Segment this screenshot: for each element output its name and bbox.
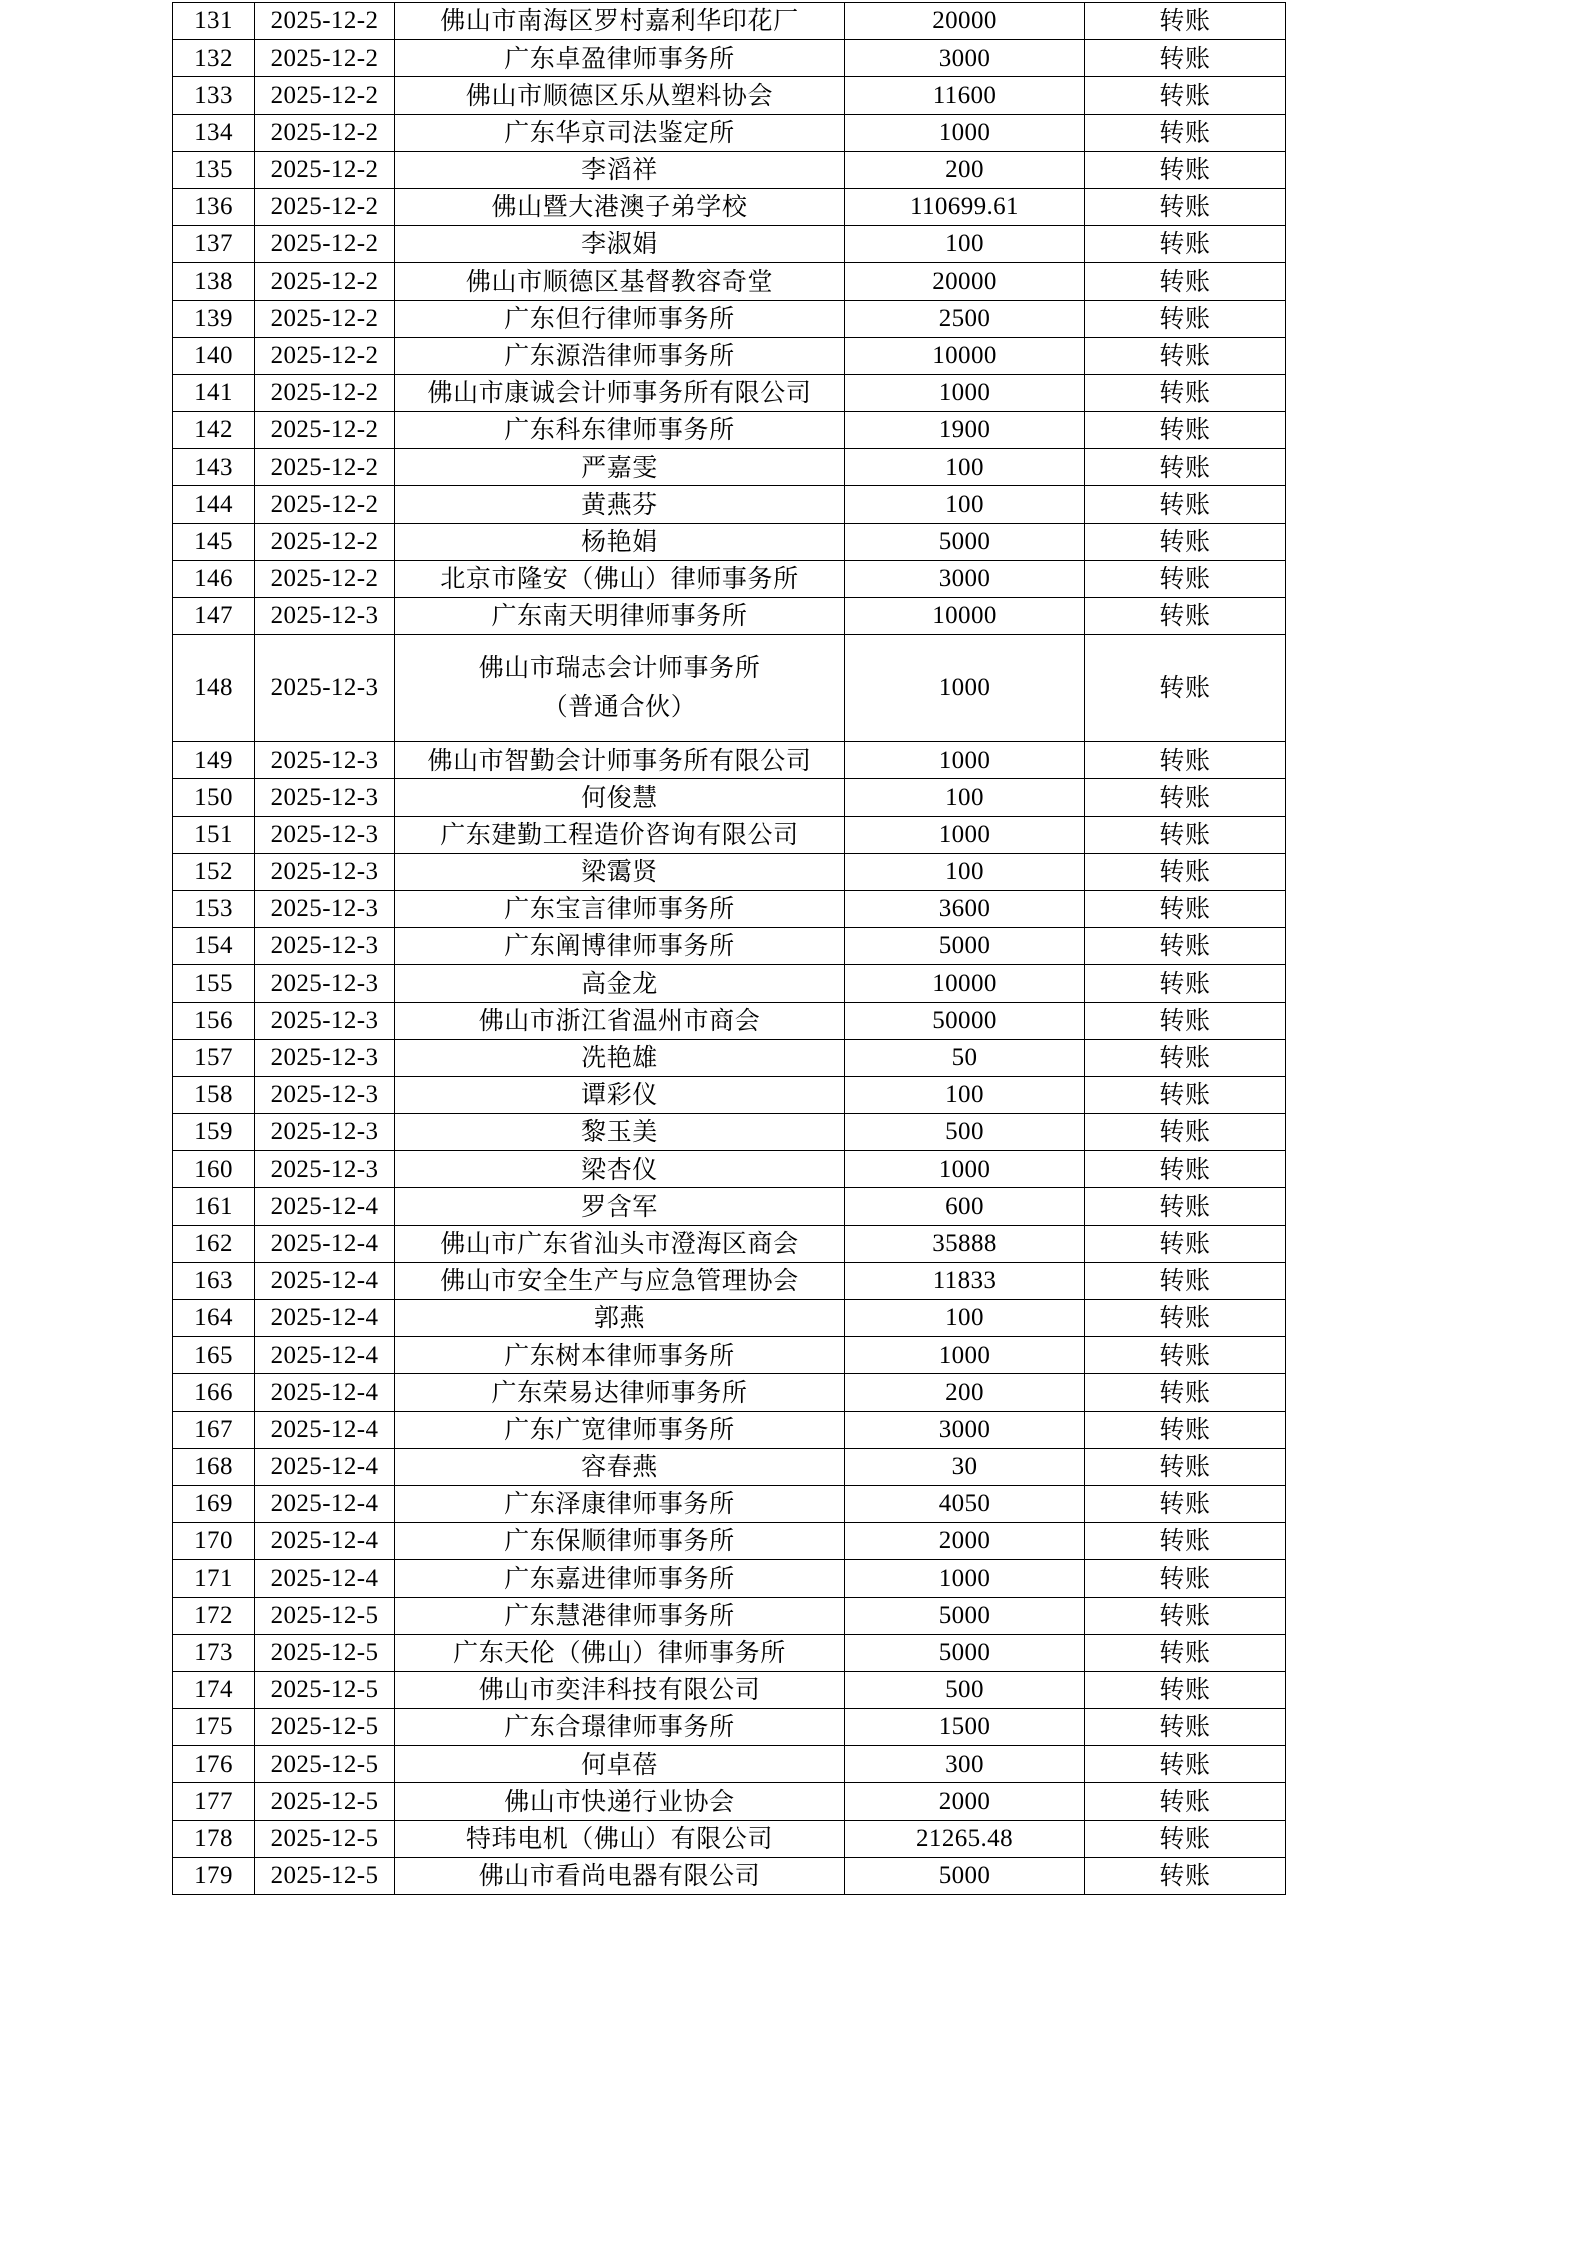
table-row — [173, 188, 1286, 225]
table-row — [173, 1634, 1286, 1671]
cell-date: 2025-12-2 — [255, 263, 395, 300]
table-row — [173, 598, 1286, 635]
cell-payment-type: 转账 — [1085, 1114, 1286, 1151]
cell-amount: 10000 — [845, 598, 1085, 635]
cell-payment-type: 转账 — [1085, 635, 1286, 742]
cell-sequence: 179 — [173, 1857, 255, 1894]
cell-payment-type: 转账 — [1085, 598, 1286, 635]
cell-donor-name: 广东天伦（佛山）律师事务所 — [395, 1634, 845, 1671]
cell-donor-name: 广东华京司法鉴定所 — [395, 114, 845, 151]
cell-amount: 1000 — [845, 114, 1085, 151]
cell-sequence: 156 — [173, 1002, 255, 1039]
cell-sequence: 159 — [173, 1114, 255, 1151]
cell-payment-type: 转账 — [1085, 40, 1286, 77]
cell-date: 2025-12-2 — [255, 151, 395, 188]
cell-amount: 100 — [845, 486, 1085, 523]
cell-amount: 100 — [845, 449, 1085, 486]
cell-sequence: 157 — [173, 1039, 255, 1076]
cell-date: 2025-12-4 — [255, 1300, 395, 1337]
cell-date: 2025-12-2 — [255, 188, 395, 225]
cell-donor-name: 佛山市看尚电器有限公司 — [395, 1857, 845, 1894]
cell-date: 2025-12-3 — [255, 598, 395, 635]
cell-amount: 2500 — [845, 300, 1085, 337]
cell-donor-name: 杨艳娟 — [395, 523, 845, 560]
cell-date: 2025-12-5 — [255, 1820, 395, 1857]
cell-sequence: 166 — [173, 1374, 255, 1411]
cell-payment-type: 转账 — [1085, 1448, 1286, 1485]
cell-date: 2025-12-4 — [255, 1337, 395, 1374]
cell-payment-type: 转账 — [1085, 1485, 1286, 1522]
cell-sequence: 140 — [173, 337, 255, 374]
donation-table-container — [172, 2, 1285, 1895]
cell-payment-type: 转账 — [1085, 1188, 1286, 1225]
cell-date: 2025-12-4 — [255, 1188, 395, 1225]
cell-sequence: 167 — [173, 1411, 255, 1448]
cell-amount: 100 — [845, 1300, 1085, 1337]
cell-sequence: 174 — [173, 1671, 255, 1708]
cell-donor-name: 广东卓盈律师事务所 — [395, 40, 845, 77]
cell-donor-name: 容春燕 — [395, 1448, 845, 1485]
cell-payment-type: 转账 — [1085, 1300, 1286, 1337]
cell-amount: 11600 — [845, 77, 1085, 114]
table-row — [173, 486, 1286, 523]
cell-donor-name: 何俊慧 — [395, 779, 845, 816]
cell-sequence: 136 — [173, 188, 255, 225]
cell-payment-type: 转账 — [1085, 114, 1286, 151]
cell-payment-type: 转账 — [1085, 965, 1286, 1002]
donation-table — [172, 2, 1286, 1895]
cell-sequence: 158 — [173, 1076, 255, 1113]
cell-payment-type: 转账 — [1085, 1560, 1286, 1597]
cell-donor-name: 梁杏仪 — [395, 1151, 845, 1188]
cell-amount: 200 — [845, 151, 1085, 188]
cell-sequence: 149 — [173, 742, 255, 779]
cell-amount: 4050 — [845, 1485, 1085, 1522]
cell-amount: 1000 — [845, 374, 1085, 411]
cell-amount: 21265.48 — [845, 1820, 1085, 1857]
cell-payment-type: 转账 — [1085, 890, 1286, 927]
cell-amount: 11833 — [845, 1262, 1085, 1299]
cell-date: 2025-12-4 — [255, 1523, 395, 1560]
cell-date: 2025-12-4 — [255, 1225, 395, 1262]
cell-amount: 10000 — [845, 965, 1085, 1002]
cell-sequence: 139 — [173, 300, 255, 337]
table-row — [173, 114, 1286, 151]
table-row — [173, 1783, 1286, 1820]
cell-donor-name: 佛山市广东省汕头市澄海区商会 — [395, 1225, 845, 1262]
cell-donor-name: 广东科东律师事务所 — [395, 412, 845, 449]
cell-donor-name: 黎玉美 — [395, 1114, 845, 1151]
cell-sequence: 146 — [173, 560, 255, 597]
cell-date: 2025-12-5 — [255, 1634, 395, 1671]
cell-payment-type: 转账 — [1085, 486, 1286, 523]
cell-payment-type: 转账 — [1085, 1634, 1286, 1671]
cell-date: 2025-12-2 — [255, 486, 395, 523]
cell-donor-name: 谭彩仪 — [395, 1076, 845, 1113]
cell-date: 2025-12-3 — [255, 779, 395, 816]
cell-sequence: 155 — [173, 965, 255, 1002]
cell-payment-type: 转账 — [1085, 1783, 1286, 1820]
cell-sequence: 178 — [173, 1820, 255, 1857]
table-row — [173, 1039, 1286, 1076]
cell-date: 2025-12-2 — [255, 560, 395, 597]
cell-donor-name: 佛山市康诚会计师事务所有限公司 — [395, 374, 845, 411]
cell-date: 2025-12-3 — [255, 928, 395, 965]
cell-amount: 5000 — [845, 1597, 1085, 1634]
table-row — [173, 742, 1286, 779]
table-row — [173, 226, 1286, 263]
cell-donor-name: 广东荣易达律师事务所 — [395, 1374, 845, 1411]
table-row — [173, 412, 1286, 449]
cell-sequence: 154 — [173, 928, 255, 965]
cell-donor-name: 严嘉雯 — [395, 449, 845, 486]
table-row — [173, 779, 1286, 816]
cell-sequence: 135 — [173, 151, 255, 188]
cell-sequence: 145 — [173, 523, 255, 560]
cell-payment-type: 转账 — [1085, 374, 1286, 411]
cell-amount: 1000 — [845, 742, 1085, 779]
cell-payment-type: 转账 — [1085, 449, 1286, 486]
cell-sequence: 168 — [173, 1448, 255, 1485]
cell-sequence: 131 — [173, 3, 255, 40]
cell-date: 2025-12-3 — [255, 965, 395, 1002]
cell-date: 2025-12-2 — [255, 374, 395, 411]
cell-payment-type: 转账 — [1085, 1076, 1286, 1113]
cell-payment-type: 转账 — [1085, 1411, 1286, 1448]
cell-date: 2025-12-3 — [255, 1039, 395, 1076]
cell-sequence: 161 — [173, 1188, 255, 1225]
cell-date: 2025-12-2 — [255, 412, 395, 449]
cell-date: 2025-12-2 — [255, 40, 395, 77]
cell-date: 2025-12-3 — [255, 1002, 395, 1039]
cell-donor-name: 佛山市顺德区基督教容奇堂 — [395, 263, 845, 300]
cell-sequence: 173 — [173, 1634, 255, 1671]
cell-payment-type: 转账 — [1085, 188, 1286, 225]
cell-donor-name: 广东阐博律师事务所 — [395, 928, 845, 965]
cell-date: 2025-12-2 — [255, 523, 395, 560]
cell-amount: 3000 — [845, 560, 1085, 597]
table-row — [173, 890, 1286, 927]
cell-payment-type: 转账 — [1085, 1857, 1286, 1894]
cell-payment-type: 转账 — [1085, 151, 1286, 188]
cell-donor-name: 佛山市奕沣科技有限公司 — [395, 1671, 845, 1708]
table-row — [173, 1560, 1286, 1597]
table-row — [173, 1262, 1286, 1299]
table-row — [173, 449, 1286, 486]
cell-amount: 3600 — [845, 890, 1085, 927]
cell-amount: 5000 — [845, 523, 1085, 560]
cell-donor-name: 广东合璟律师事务所 — [395, 1709, 845, 1746]
cell-donor-name: 罗含军 — [395, 1188, 845, 1225]
cell-payment-type: 转账 — [1085, 337, 1286, 374]
cell-payment-type: 转账 — [1085, 1337, 1286, 1374]
cell-payment-type: 转账 — [1085, 300, 1286, 337]
donor-name-line-1: 佛山市瑞志会计师事务所 — [478, 653, 761, 683]
cell-sequence: 162 — [173, 1225, 255, 1262]
cell-payment-type: 转账 — [1085, 1523, 1286, 1560]
cell-amount: 300 — [845, 1746, 1085, 1783]
cell-amount: 100 — [845, 1076, 1085, 1113]
cell-amount: 500 — [845, 1671, 1085, 1708]
cell-sequence: 171 — [173, 1560, 255, 1597]
cell-date: 2025-12-4 — [255, 1448, 395, 1485]
cell-date: 2025-12-3 — [255, 853, 395, 890]
table-row — [173, 560, 1286, 597]
cell-sequence: 153 — [173, 890, 255, 927]
cell-donor-name: 广东泽康律师事务所 — [395, 1485, 845, 1522]
donor-name-line-2: （普通合伙） — [542, 692, 697, 722]
cell-sequence: 132 — [173, 40, 255, 77]
cell-donor-name: 郭燕 — [395, 1300, 845, 1337]
cell-date: 2025-12-2 — [255, 449, 395, 486]
cell-payment-type: 转账 — [1085, 1597, 1286, 1634]
cell-amount: 5000 — [845, 928, 1085, 965]
cell-payment-type: 转账 — [1085, 226, 1286, 263]
table-row — [173, 1671, 1286, 1708]
cell-donor-name: 佛山市顺德区乐从塑料协会 — [395, 77, 845, 114]
cell-payment-type: 转账 — [1085, 1820, 1286, 1857]
cell-amount: 20000 — [845, 263, 1085, 300]
table-row — [173, 1857, 1286, 1894]
cell-sequence: 138 — [173, 263, 255, 300]
cell-sequence: 142 — [173, 412, 255, 449]
cell-payment-type: 转账 — [1085, 816, 1286, 853]
table-row — [173, 1709, 1286, 1746]
cell-amount: 2000 — [845, 1523, 1085, 1560]
table-row — [173, 1076, 1286, 1113]
cell-date: 2025-12-2 — [255, 337, 395, 374]
table-row — [173, 1485, 1286, 1522]
cell-date: 2025-12-3 — [255, 1076, 395, 1113]
cell-amount: 200 — [845, 1374, 1085, 1411]
cell-donor-name: 佛山市安全生产与应急管理协会 — [395, 1262, 845, 1299]
cell-amount: 100 — [845, 226, 1085, 263]
table-row — [173, 300, 1286, 337]
cell-date: 2025-12-3 — [255, 816, 395, 853]
cell-donor-name: 冼艳雄 — [395, 1039, 845, 1076]
cell-date: 2025-12-3 — [255, 1114, 395, 1151]
table-row — [173, 374, 1286, 411]
cell-payment-type: 转账 — [1085, 1262, 1286, 1299]
cell-amount: 30 — [845, 1448, 1085, 1485]
cell-donor-name: 广东南天明律师事务所 — [395, 598, 845, 635]
cell-amount: 5000 — [845, 1857, 1085, 1894]
cell-donor-name — [395, 635, 845, 742]
cell-amount: 2000 — [845, 1783, 1085, 1820]
cell-donor-name: 李滔祥 — [395, 151, 845, 188]
cell-donor-name: 黄燕芬 — [395, 486, 845, 523]
table-row — [173, 1188, 1286, 1225]
cell-sequence: 147 — [173, 598, 255, 635]
table-row — [173, 1597, 1286, 1634]
cell-sequence: 169 — [173, 1485, 255, 1522]
cell-date: 2025-12-3 — [255, 742, 395, 779]
cell-donor-name: 特玮电机（佛山）有限公司 — [395, 1820, 845, 1857]
cell-sequence: 163 — [173, 1262, 255, 1299]
table-row — [173, 40, 1286, 77]
cell-amount: 3000 — [845, 1411, 1085, 1448]
cell-donor-name: 广东建勤工程造价咨询有限公司 — [395, 816, 845, 853]
table-row — [173, 337, 1286, 374]
cell-amount: 50000 — [845, 1002, 1085, 1039]
cell-date: 2025-12-2 — [255, 77, 395, 114]
cell-date: 2025-12-5 — [255, 1671, 395, 1708]
table-row — [173, 1820, 1286, 1857]
table-row — [173, 1151, 1286, 1188]
cell-amount: 100 — [845, 853, 1085, 890]
cell-amount: 1900 — [845, 412, 1085, 449]
cell-payment-type: 转账 — [1085, 1746, 1286, 1783]
cell-payment-type: 转账 — [1085, 1671, 1286, 1708]
cell-payment-type: 转账 — [1085, 1709, 1286, 1746]
table-row — [173, 1300, 1286, 1337]
cell-date: 2025-12-5 — [255, 1709, 395, 1746]
cell-sequence: 170 — [173, 1523, 255, 1560]
cell-date: 2025-12-2 — [255, 300, 395, 337]
cell-date: 2025-12-4 — [255, 1485, 395, 1522]
cell-date: 2025-12-2 — [255, 3, 395, 40]
table-row — [173, 263, 1286, 300]
cell-payment-type: 转账 — [1085, 523, 1286, 560]
cell-payment-type: 转账 — [1085, 412, 1286, 449]
cell-sequence: 133 — [173, 77, 255, 114]
table-row — [173, 635, 1286, 742]
cell-donor-name: 广东慧港律师事务所 — [395, 1597, 845, 1634]
cell-donor-name: 广东嘉进律师事务所 — [395, 1560, 845, 1597]
cell-sequence: 164 — [173, 1300, 255, 1337]
cell-amount: 1000 — [845, 1560, 1085, 1597]
cell-payment-type: 转账 — [1085, 1374, 1286, 1411]
table-row — [173, 1374, 1286, 1411]
cell-sequence: 152 — [173, 853, 255, 890]
cell-sequence: 137 — [173, 226, 255, 263]
cell-payment-type: 转账 — [1085, 742, 1286, 779]
table-row — [173, 3, 1286, 40]
cell-amount: 35888 — [845, 1225, 1085, 1262]
table-row — [173, 1411, 1286, 1448]
cell-date: 2025-12-2 — [255, 114, 395, 151]
table-row — [173, 853, 1286, 890]
cell-payment-type: 转账 — [1085, 853, 1286, 890]
table-row — [173, 1523, 1286, 1560]
cell-amount: 100 — [845, 779, 1085, 816]
cell-amount: 1000 — [845, 1151, 1085, 1188]
cell-amount: 10000 — [845, 337, 1085, 374]
table-row — [173, 1114, 1286, 1151]
cell-donor-name: 广东但行律师事务所 — [395, 300, 845, 337]
cell-amount: 110699.61 — [845, 188, 1085, 225]
cell-donor-name: 北京市隆安（佛山）律师事务所 — [395, 560, 845, 597]
cell-payment-type: 转账 — [1085, 3, 1286, 40]
cell-sequence: 144 — [173, 486, 255, 523]
cell-payment-type: 转账 — [1085, 560, 1286, 597]
cell-date: 2025-12-5 — [255, 1746, 395, 1783]
cell-amount: 1000 — [845, 635, 1085, 742]
cell-payment-type: 转账 — [1085, 1151, 1286, 1188]
donation-table-body — [173, 3, 1286, 1895]
table-row — [173, 1448, 1286, 1485]
cell-donor-name: 佛山市快递行业协会 — [395, 1783, 845, 1820]
table-row — [173, 523, 1286, 560]
cell-donor-name: 梁霭贤 — [395, 853, 845, 890]
cell-date: 2025-12-3 — [255, 635, 395, 742]
cell-sequence: 151 — [173, 816, 255, 853]
cell-donor-name: 广东树本律师事务所 — [395, 1337, 845, 1374]
cell-donor-name: 佛山暨大港澳子弟学校 — [395, 188, 845, 225]
cell-amount: 1000 — [845, 816, 1085, 853]
cell-payment-type: 转账 — [1085, 1225, 1286, 1262]
cell-sequence: 165 — [173, 1337, 255, 1374]
cell-donor-name: 何卓蓓 — [395, 1746, 845, 1783]
cell-amount: 1000 — [845, 1337, 1085, 1374]
cell-amount: 50 — [845, 1039, 1085, 1076]
cell-date: 2025-12-5 — [255, 1857, 395, 1894]
cell-sequence: 177 — [173, 1783, 255, 1820]
cell-payment-type: 转账 — [1085, 1039, 1286, 1076]
cell-donor-name: 广东源浩律师事务所 — [395, 337, 845, 374]
table-row — [173, 1746, 1286, 1783]
cell-date: 2025-12-4 — [255, 1262, 395, 1299]
table-row — [173, 1002, 1286, 1039]
cell-sequence: 134 — [173, 114, 255, 151]
cell-date: 2025-12-3 — [255, 1151, 395, 1188]
table-row — [173, 1337, 1286, 1374]
cell-amount: 1500 — [845, 1709, 1085, 1746]
cell-date: 2025-12-4 — [255, 1560, 395, 1597]
cell-donor-name: 李淑娟 — [395, 226, 845, 263]
cell-donor-name: 广东广宽律师事务所 — [395, 1411, 845, 1448]
cell-sequence: 172 — [173, 1597, 255, 1634]
cell-donor-name: 佛山市智勤会计师事务所有限公司 — [395, 742, 845, 779]
table-row — [173, 77, 1286, 114]
cell-payment-type: 转账 — [1085, 263, 1286, 300]
cell-donor-name: 广东保顺律师事务所 — [395, 1523, 845, 1560]
cell-date: 2025-12-2 — [255, 226, 395, 263]
cell-sequence: 160 — [173, 1151, 255, 1188]
cell-amount: 20000 — [845, 3, 1085, 40]
cell-date: 2025-12-5 — [255, 1597, 395, 1634]
cell-sequence: 143 — [173, 449, 255, 486]
cell-date: 2025-12-4 — [255, 1374, 395, 1411]
cell-amount: 500 — [845, 1114, 1085, 1151]
table-row — [173, 928, 1286, 965]
cell-sequence: 176 — [173, 1746, 255, 1783]
cell-donor-name: 佛山市南海区罗村嘉利华印花厂 — [395, 3, 845, 40]
cell-amount: 3000 — [845, 40, 1085, 77]
cell-payment-type: 转账 — [1085, 779, 1286, 816]
cell-donor-name: 高金龙 — [395, 965, 845, 1002]
table-row — [173, 965, 1286, 1002]
cell-date: 2025-12-4 — [255, 1411, 395, 1448]
cell-amount: 600 — [845, 1188, 1085, 1225]
cell-sequence: 141 — [173, 374, 255, 411]
cell-donor-name: 广东宝言律师事务所 — [395, 890, 845, 927]
table-row — [173, 151, 1286, 188]
cell-donor-name: 佛山市浙江省温州市商会 — [395, 1002, 845, 1039]
table-row — [173, 1225, 1286, 1262]
cell-date: 2025-12-3 — [255, 890, 395, 927]
cell-date: 2025-12-5 — [255, 1783, 395, 1820]
cell-amount: 5000 — [845, 1634, 1085, 1671]
cell-payment-type: 转账 — [1085, 928, 1286, 965]
cell-payment-type: 转账 — [1085, 77, 1286, 114]
cell-sequence: 175 — [173, 1709, 255, 1746]
cell-payment-type: 转账 — [1085, 1002, 1286, 1039]
cell-sequence: 150 — [173, 779, 255, 816]
table-row — [173, 816, 1286, 853]
cell-sequence: 148 — [173, 635, 255, 742]
